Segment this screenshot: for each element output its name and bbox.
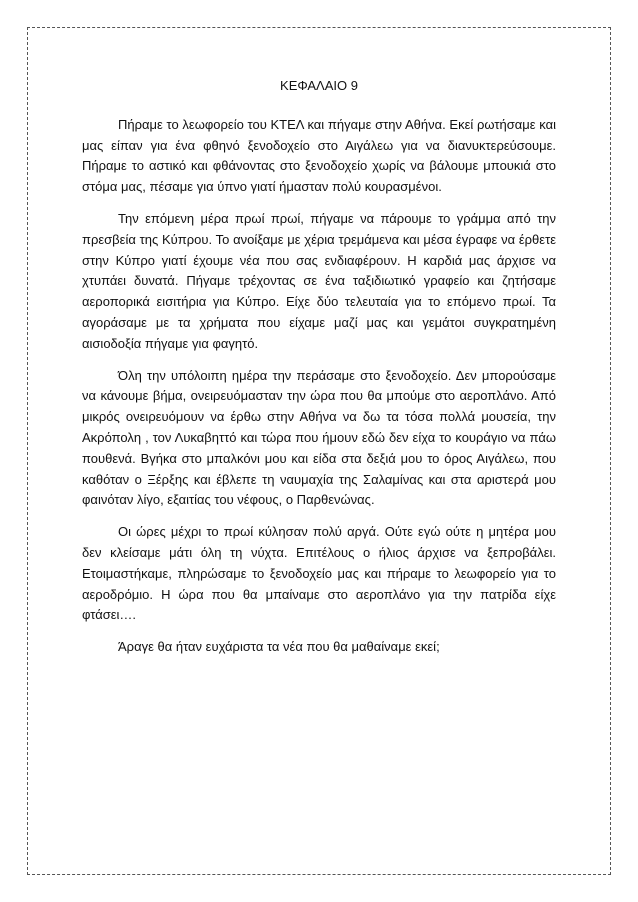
paragraph-4: Οι ώρες μέχρι το πρωί κύλησαν πολύ αργά. Ούτε εγώ ούτε η μητέρα μου δεν κλείσαμε μάτι όλη τη νύχτα. Επιτέλους ο ήλιος άρχισε να ξεπροβάλει. Ετοιμαστήκαμε, πληρώσαμε το ξενοδοχείο μας και πήραμε το λεωφορείο για το αεροδρόμιο. Η ώρα που θα μπαίναμε στο αεροπλάνο για την πατρίδα είχε φτάσει…. (82, 524, 556, 623)
paragraph-3: Όλη την υπόλοιπη ημέρα την περάσαμε στο ξενοδοχείο. Δεν μπορούσαμε να κάνουμε βήμα, ονειρευόμασταν την ώρα που θα μπούμε στο αεροπλάνο. Από μικρός ονειρευόμουν να έρθω στην Αθήνα να δω τα τόσα πολλά μουσεία, την Ακρόπολη , τον Λυκαβηττό και τώρα που ήμουν εδώ δεν είχα το κουράγιο να πάω πουθενά. Βγήκα στο μπαλκόνι μου και είδα στα δεξιά μου το όρος Αιγάλεω, που καθόταν ο Ξέρξης και έβλεπε τη ναυμαχία της Σαλαμίνας και στα αριστερά μου φαινόταν λίγο, εξαιτίας του νέφους, ο Παρθενώνας. (82, 367, 556, 508)
chapter-title: ΚΕΦΑΛΑΙΟ 9 (280, 78, 358, 93)
paragraph-2: Την επόμενη μέρα πρωί πρωί, πήγαμε να πάρουμε το γράμμα από την πρεσβεία της Κύπρου. Το ανοίξαμε με χέρια τρεμάμενα και μέσα έγραφε να έρθετε στην Κύπρο γιατί έχουμε νέα που σας ενδιαφέρουν. Η καρδιά μας άρχισε να χτυπάει δυνατά. Πήγαμε τρέχοντας σε ένα ταξιδιωτικό γραφείο και ζητήσαμε αεροπορικά εισιτήρια για Κύπρο. Είχε δύο τελευταία για το επόμενο πρωί. Τα αγοράσαμε με τα χρήματα που είχαμε μαζί μας και γεμάτοι συγκρατημένη αισιοδοξία πήγαμε για φαγητό. (82, 210, 556, 351)
document-body (82, 76, 556, 669)
paragraph-5: Άραγε θα ήταν ευχάριστα τα νέα που θα μαθαίναμε εκεί; (118, 639, 440, 655)
paragraph-1: Πήραμε το λεωφορείο του ΚΤΕΛ και πήγαμε στην Αθήνα. Εκεί ρωτήσαμε και μας είπαν για ένα φθηνό ξενοδοχείο στο Αιγάλεω για να διανυκτερεύσουμε. Πήραμε το αστικό και φθάνοντας στο ξενοδοχείο χωρίς να βάλουμε μπουκιά στο στόμα μας, πέσαμε για ύπνο γιατί ήμασταν πολύ κουρασμένοι. (82, 116, 556, 195)
